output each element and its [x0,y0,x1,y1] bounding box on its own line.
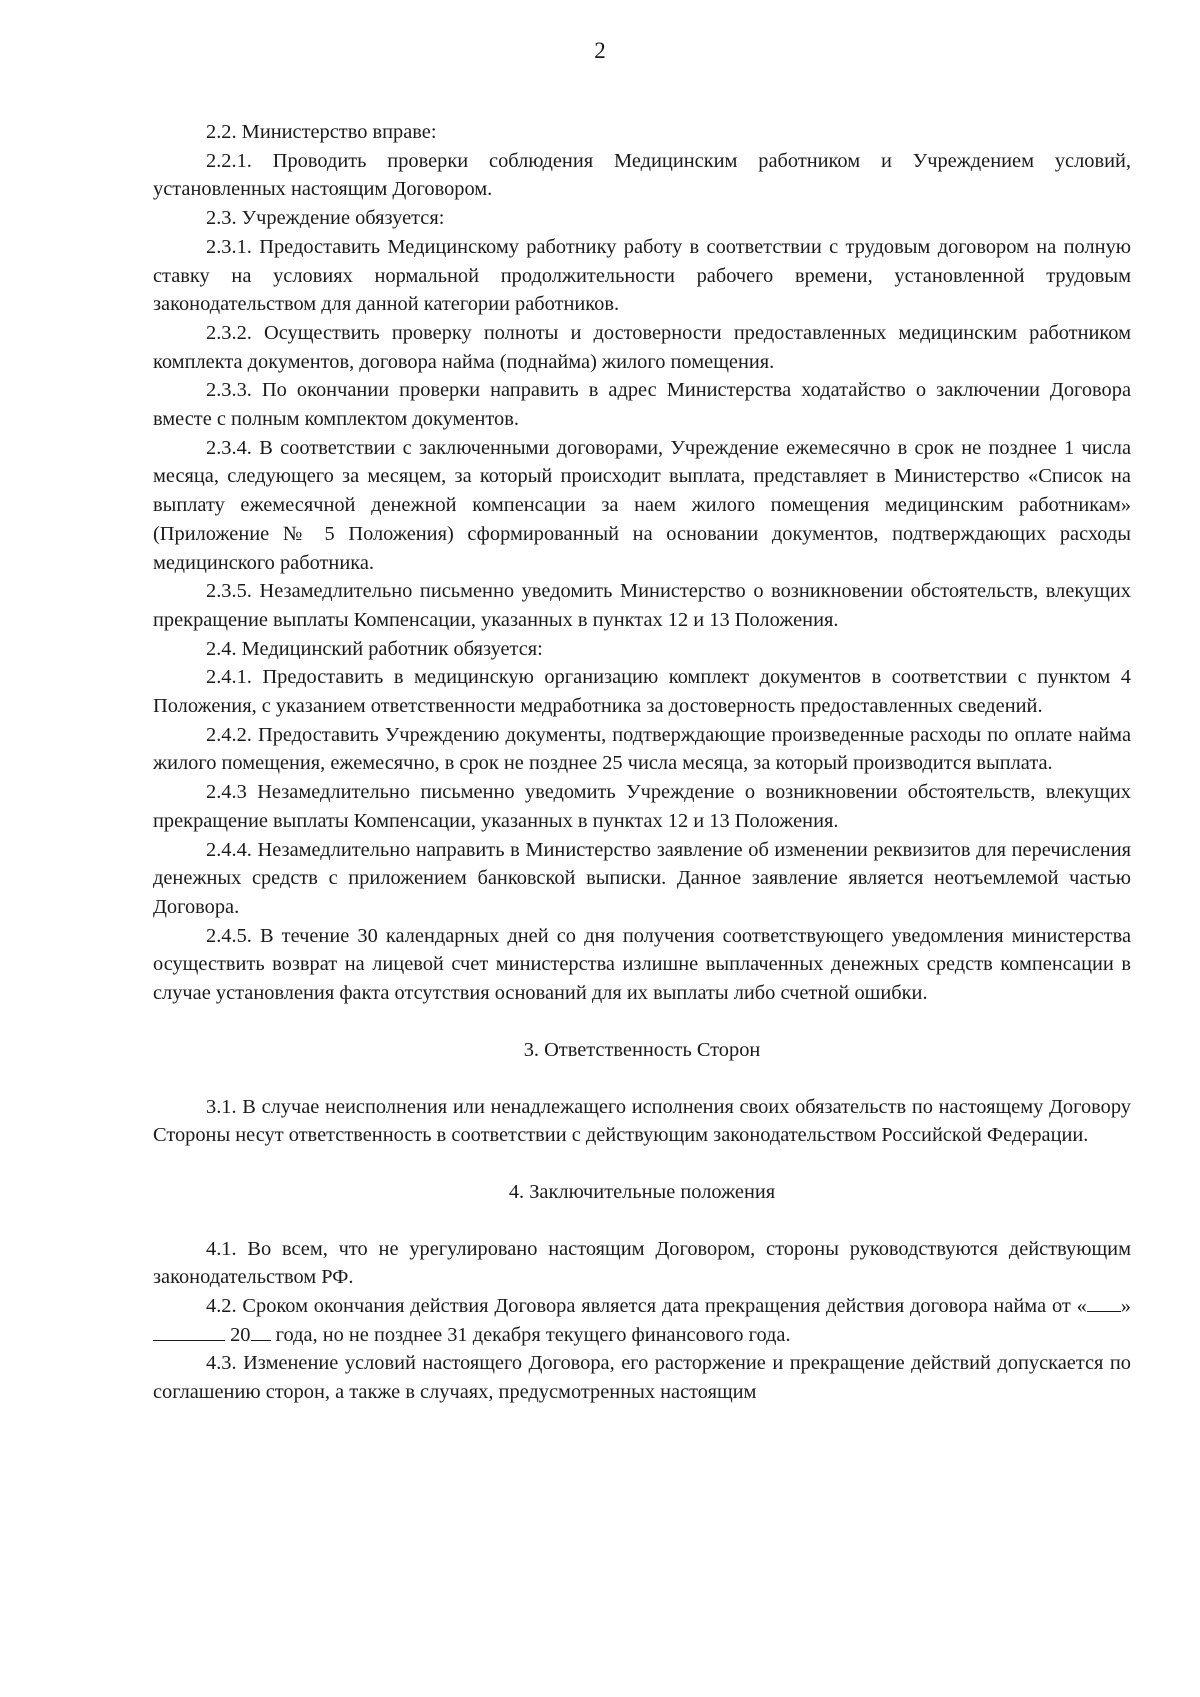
paragraph-2-2: 2.2. Министерство вправе: [206,121,437,143]
section-4-heading: 4. Заключительные положения [508,1180,776,1203]
spacer [153,1150,1131,1178]
paragraph-2-3-4: 2.3.4. В соответствии с заключенными договорами, Учреждение ежемесячно в срок не позднее 1 числа месяца, следующего за месяцем, за который происходит выплата, представляет в Министерство «Список на выплату ежемесячной денежной компенсации за наем жилого помещения медицинским работникам» (Приложение № 5 Положения) сформированный на основании документов, подтверждающих расходы медицинского работника. [153,436,1131,574]
paragraph-2-4: 2.4. Медицинский работник обязуется: [206,637,543,660]
page-number: 2 [594,38,606,63]
spacer [153,1065,1131,1093]
paragraph-2-4-1: 2.4.1. Предоставить в медицинскую организацию комплект документов в соответствии с пунктом 4 Положения, с указанием ответственности медработника за достоверность предоставленных сведений. [153,666,1131,718]
paragraph-4-2-text-start: 4.2. Сроком окончания действия Договора является дата прекращения действия договора найма от « [206,1295,1087,1318]
paragraph-2-4-3: 2.4.3 Незамедлительно письменно уведомить Учреждение о возникновении обстоятельств, влекущих прекращение выплаты Компенсации, указанных в пунктах 12 и 13 Положения. [153,781,1131,832]
paragraph-2-3: 2.3. Учреждение обязуется: [206,207,445,230]
paragraph-2-3-3: 2.3.3. По окончании проверки направить в адрес Министерства ходатайство о заключении Договора вместе с полным комплектом документов. [153,379,1131,431]
paragraph-2-3-2: 2.3.2. Осуществить проверку полноты и достоверности предоставленных медицинским работником комплекта документов, договора найма (поднайма) жилого помещения. [153,321,1131,373]
paragraph-2-4-5: 2.4.5. В течение 30 календарных дней со дня получения соответствующего уведомления министерства осуществить возврат на лицевой счет министерства излишне выплаченных денежных средств компенсации в случае установления факта отсутствия оснований для их выплаты либо счетной ошибки. [153,924,1131,1005]
paragraph-2-3-5: 2.3.5. Незамедлительно письменно уведомить Министерство о возникновении обстоятельств, влекущих прекращение выплаты Компенсации, указанных в пунктах 12 и 13 Положения. [153,580,1131,631]
spacer [153,1008,1131,1036]
paragraph-4-2 [153,1292,1131,1349]
paragraph-2-3-1: 2.3.1. Предоставить Медицинскому работнику работу в соответствии с трудовым договором на полную ставку на условиях нормальной продолжительности рабочего времени, установленной трудовым законодательством для данной категории работников. [153,235,1131,316]
blank-year-field [251,1322,271,1341]
paragraph-4-2-text-end: года, но не позднее 31 декабря текущего финансового года. [275,1323,791,1346]
section-3-heading: 3. Ответственность Сторон [523,1038,761,1061]
paragraph-3-1: 3.1. В случае неисполнения или ненадлежащего исполнения своих обязательств по настоящему Договору Стороны несут ответственность в соответствии с действующим законодательством Российской Федерации. [153,1095,1131,1147]
blank-month-field [153,1322,225,1341]
spacer [153,1207,1131,1235]
paragraph-2-2-1: 2.2.1. Проводить проверки соблюдения Медицинским работником и Учреждением условий, установленных настоящим Договором. [153,149,1131,201]
blank-day-field [1087,1293,1121,1312]
paragraph-4-1: 4.1. Во всем, что не урегулировано настоящим Договором, стороны руководствуются действующим законодательством РФ. [153,1237,1131,1289]
paragraph-2-4-4: 2.4.4. Незамедлительно направить в Министерство заявление об изменении реквизитов для перечисления денежных средств с приложением банковской выписки. Данное заявление является неотъемлемой частью Договора. [153,838,1131,918]
paragraph-4-2-quote-close: » [1120,1295,1131,1318]
document-body [153,118,1131,1407]
paragraph-4-3: 4.3. Изменение условий настоящего Договора, его расторжение и прекращение действий допускается по соглашению сторон, а также в случаях, предусмотренных настоящим [153,1352,1131,1404]
paragraph-2-4-2: 2.4.2. Предоставить Учреждению документы, подтверждающие произведенные расходы по оплате найма жилого помещения, ежемесячно, в срок не позднее 25 числа месяца, за который производится выплата. [153,723,1131,775]
paragraph-4-2-year-prefix: 20 [230,1323,251,1346]
